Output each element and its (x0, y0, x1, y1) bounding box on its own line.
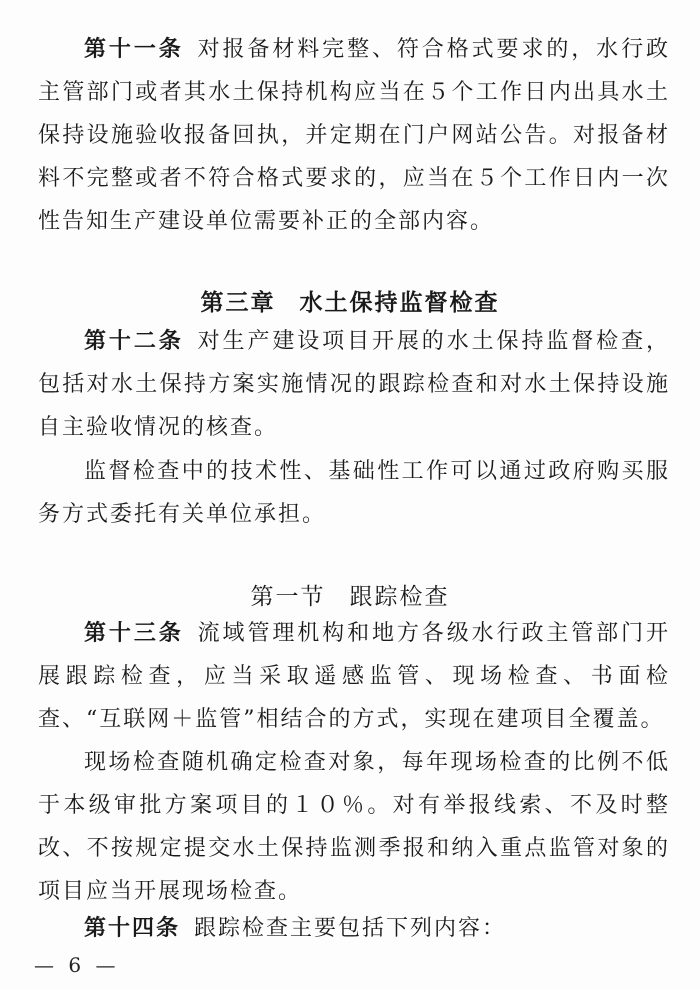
article-12 (38, 320, 670, 449)
article-13-paragraph-2: 现场检查随机确定检查对象，每年现场检查的比例不低于本级审批方案项目的１０％。对有举报线索、不及时整改、不按规定提交水土保持监测季报和纳入重点监管对象的项目应当开展现场检查。 (38, 750, 670, 904)
section-heading (0, 578, 700, 611)
article-11-number: 第十一条 (84, 37, 184, 62)
article-14 (38, 907, 670, 950)
section-title: 跟踪检查 (349, 584, 450, 610)
article-11-text: 对报备材料完整、符合格式要求的，水行政主管部门或者其水土保持机构应当在５个工作日内出具水土保持设施验收报备回执，并定期在门户网站公告。对报备材料不完整或者不符合格式要求的，应当在５个工作日内一次性告知生产建设单位需要补正的全部内容。 (38, 37, 670, 234)
page-number: — 6 — (34, 953, 120, 977)
article-14-text: 跟踪检查主要包括下列内容： (194, 916, 507, 941)
article-13 (38, 612, 670, 741)
article-14-number: 第十四条 (84, 916, 181, 941)
article-12-number: 第十二条 (84, 329, 184, 354)
article-11 (38, 28, 670, 243)
chapter-title: 水土保持监督检查 (299, 290, 500, 316)
chapter-number: 第三章 (200, 290, 276, 316)
article-13-text: 流域管理机构和地方各级水行政主管部门开展跟踪检查，应当采取遥感监管、现场检查、书面检查、“互联网＋监管”相结合的方式，实现在建项目全覆盖。 (38, 621, 670, 732)
section-number: 第一节 (250, 584, 326, 610)
chapter-heading (0, 284, 700, 317)
article-12-paragraph-2: 监督检查中的技术性、基础性工作可以通过政府购买服务方式委托有关单位承担。 (38, 459, 670, 527)
article-13-number: 第十三条 (84, 621, 184, 646)
article-12-text: 对生产建设项目开展的水土保持监督检查，包括对水土保持方案实施情况的跟踪检查和对水土保持设施自主验收情况的核查。 (38, 329, 670, 440)
